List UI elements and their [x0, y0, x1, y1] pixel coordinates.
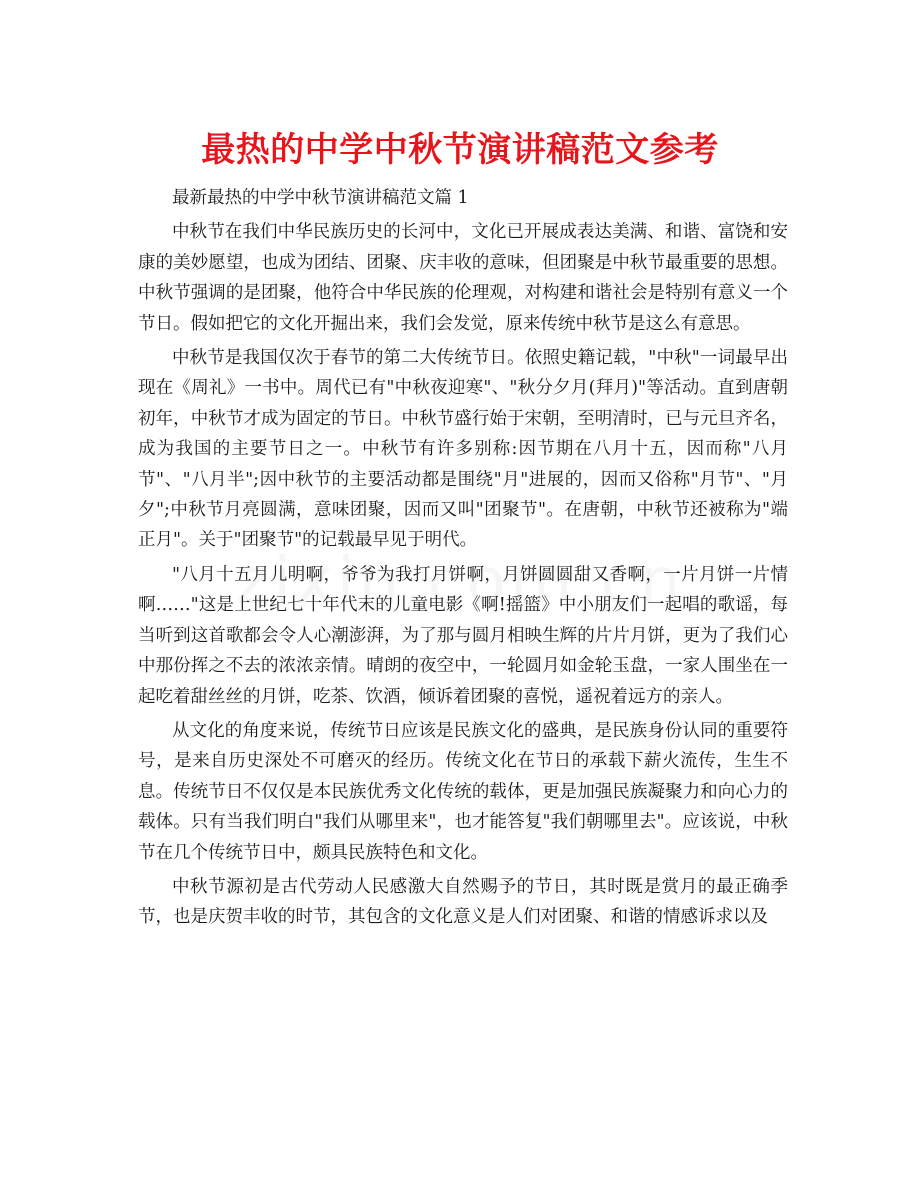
paragraph-1: 中秋节在我们中华民族历史的长河中，文化已开展成表达美满、和谐、富饶和安康的美妙愿望，也成为团结、团聚、庆丰收的意味，但团聚是中秋节最重要的思想。中秋节强调的是团聚，他符合中华民族的伦理观，对构建和谐社会是特别有意义一个节日。假如把它的文化开掘出来，我们会发觉，原来传统中秋节是这么有意思。: [138, 222, 788, 334]
section-subtitle: 最新最热的中学中秋节演讲稿范文篇 1: [172, 188, 469, 208]
document-body: [138, 183, 788, 937]
paragraph-2: 中秋节是我国仅次于春节的第二大传统节日。依照史籍记载，"中秋"一词最早出现在《周礼》一书中。周代已有"中秋夜迎寒"、"秋分夕月(拜月)"等活动。直到唐朝初年，中秋节才成为固定的节日。中秋节盛行始于宋朝，至明清时，已与元旦齐名，成为我国的主要节日之一。中秋节有许多别称:因节期在八月十五，因而称"八月节"、"八月半";因中秋节的主要活动都是围绕"月"进展的，因而又俗称"月节"、"月夕";中秋节月亮圆满，意味团聚，因而又叫"团聚节"。在唐朝，中秋节还被称为"端正月"。关于"团聚节"的记载最早见于明代。: [138, 348, 788, 551]
paragraph-3: "八月十五月儿明啊，爷爷为我打月饼啊，月饼圆圆甜又香啊，一片月饼一片情啊……"这是上世纪七十年代末的儿童电影《啊!摇篮》中小朋友们一起唱的歌谣，每当听到这首歌都会令人心潮澎湃，为了那与圆月相映生辉的片片月饼，更为了我们心中那份挥之不去的浓浓亲情。晴朗的夜空中，一轮圆月如金轮玉盘，一家人围坐在一起吃着甜丝丝的月饼，吃茶、饮酒，倾诉着团聚的喜悦，遥祝着远方的亲人。: [138, 564, 788, 707]
document-title: 最热的中学中秋节演讲稿范文参考: [201, 130, 719, 170]
paragraph-4: 从文化的角度来说，传统节日应该是民族文化的盛典，是民族身份认同的重要符号，是来自历史深处不可磨灭的经历。传统文化在节日的承载下薪火流传，生生不息。传统节日不仅仅是本民族优秀文化传统的载体，更是加强民族凝聚力和向心力的载体。只有当我们明白"我们从哪里来"，也才能答复"我们朝哪里去"。应该说，中秋节在几个传统节日中，颇具民族特色和文化。: [138, 720, 788, 863]
paragraph-5: 中秋节源初是古代劳动人民感激大自然赐予的节日，其时既是赏月的最正确季节，也是庆贺丰收的时节，其包含的文化意义是人们对团聚、和谐的情感诉求以及: [138, 876, 788, 928]
